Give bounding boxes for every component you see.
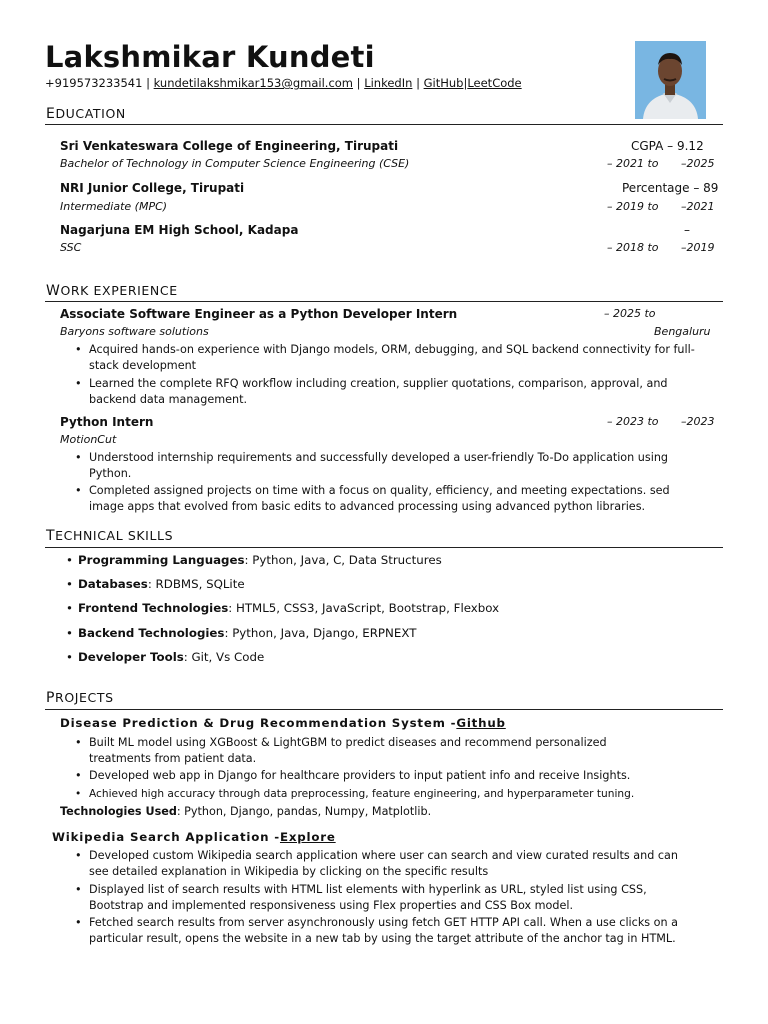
education-date-from: – 2018 to xyxy=(607,241,659,254)
section-divider xyxy=(45,709,723,710)
education-degree: Bachelor of Technology in Computer Science Engineering (CSE) xyxy=(60,157,410,170)
education-date-from: – 2021 to xyxy=(607,157,659,170)
skill-item: • Programming Languages: Python, Java, C, Data Structures xyxy=(66,553,442,567)
email-link[interactable]: kundetilakshmikar153@gmail.com xyxy=(153,76,354,90)
skill-item: • Databases: RDBMS, SQLite xyxy=(66,577,245,591)
education-degree: SSC xyxy=(60,241,82,254)
job-title: Associate Software Engineer as a Python Developer Intern xyxy=(60,307,458,321)
separator: | xyxy=(356,76,361,90)
education-heading: EDUCATION xyxy=(46,106,126,122)
education-school: NRI Junior College, Tirupati xyxy=(60,181,245,195)
technologies-used: Technologies Used: Python, Django, pandas, Numpy, Matplotlib. xyxy=(60,805,432,818)
phone-number: +919573233541 xyxy=(45,76,143,90)
education-school: Nagarjuna EM High School, Kadapa xyxy=(60,223,299,237)
project-bullet: • Built ML model using XGBoost & LightGBM to predict diseases and recommend personalized treatments from patient data. xyxy=(75,736,607,765)
project-title: Disease Prediction & Drug Recommendation System -Github xyxy=(60,716,506,730)
candidate-name: Lakshmikar Kundeti xyxy=(45,40,375,74)
job-bullet: • Completed assigned projects on time with a focus on quality, efficiency, and meeting expectations. sed image apps that evolved from basic edits to advanced processing using advanced python libraries. xyxy=(75,484,670,513)
separator: | xyxy=(146,76,150,90)
skill-item: • Frontend Technologies: HTML5, CSS3, JavaScript, Bootstrap, Flexbox xyxy=(66,601,500,615)
skill-item: • Developer Tools: Git, Vs Code xyxy=(66,650,265,664)
education-score: CGPA – 9.12 xyxy=(631,139,704,153)
job-bullet: • Acquired hands-on experience with Django models, ORM, debugging, and SQL backend connectivity for full- stack development xyxy=(75,343,695,372)
education-date-to: –2019 xyxy=(681,241,715,254)
github-project-link[interactable]: Github xyxy=(456,716,506,730)
job-title: Python Intern xyxy=(60,415,154,429)
project-title: Wikipedia Search Application -Explore xyxy=(52,830,336,844)
job-company: Baryons software solutions xyxy=(60,325,209,338)
leetcode-link[interactable]: LeetCode xyxy=(467,76,522,90)
separator: | xyxy=(463,76,468,90)
profile-photo xyxy=(635,41,706,119)
education-date-to: –2021 xyxy=(681,200,715,213)
job-bullet: • Learned the complete RFQ workflow including creation, supplier quotations, comparison, approval, and backend data management. xyxy=(75,377,668,406)
projects-heading: PROJECTS xyxy=(46,690,114,706)
work-experience-heading: WORK EXPERIENCE xyxy=(46,283,178,299)
section-divider xyxy=(45,301,723,302)
project-bullet: • Achieved high accuracy through data preprocessing, feature engineering, and hyperparameter tuning. xyxy=(75,788,635,800)
technical-skills-heading: TECHNICAL SKILLS xyxy=(46,528,174,544)
project-bullet: • Developed custom Wikipedia search application where user can search and view curated results and can see detailed explanation in Wikipedia by clicking on the specific results xyxy=(75,849,678,878)
profile-photo-image xyxy=(635,41,706,119)
section-divider xyxy=(45,547,723,548)
job-date-to: –2023 xyxy=(681,415,715,428)
job-bullet: • Understood internship requirements and successfully developed a user-friendly To-Do application using Python. xyxy=(75,451,669,480)
skill-item: • Backend Technologies: Python, Java, Django, ERPNEXT xyxy=(66,626,417,640)
contact-line xyxy=(45,76,522,90)
education-date-to: –2025 xyxy=(681,157,715,170)
explore-project-link[interactable]: Explore xyxy=(279,830,336,844)
project-bullet: • Fetched search results from server asynchronously using fetch GET HTTP API call. When a use clicks on a particular result, opens the website in a new tab by using the target attribute of the anchor tag in HTML. xyxy=(75,916,679,945)
linkedin-link[interactable]: LinkedIn xyxy=(364,76,413,90)
job-date-from: – 2025 to xyxy=(604,307,656,320)
project-bullet: • Developed web app in Django for healthcare providers to input patient info and receive Insights. xyxy=(75,769,631,782)
education-school: Sri Venkateswara College of Engineering, Tirupati xyxy=(60,139,399,153)
section-divider xyxy=(45,124,723,125)
job-date-from: – 2023 to xyxy=(607,415,659,428)
job-company: MotionCut xyxy=(60,433,117,446)
project-bullet: • Displayed list of search results with HTML list elements with hyperlink as URL, styled list using CSS, Bootstrap and implemented responsiveness using Flex properties and CSS Box model. xyxy=(75,883,647,912)
education-score: – xyxy=(684,223,690,237)
education-date-from: – 2019 to xyxy=(607,200,659,213)
separator: | xyxy=(416,76,420,90)
education-score: Percentage – 89 xyxy=(622,181,719,195)
github-link[interactable]: GitHub xyxy=(423,76,464,90)
job-location: Bengaluru xyxy=(654,325,711,338)
education-degree: Intermediate (MPC) xyxy=(60,200,168,213)
